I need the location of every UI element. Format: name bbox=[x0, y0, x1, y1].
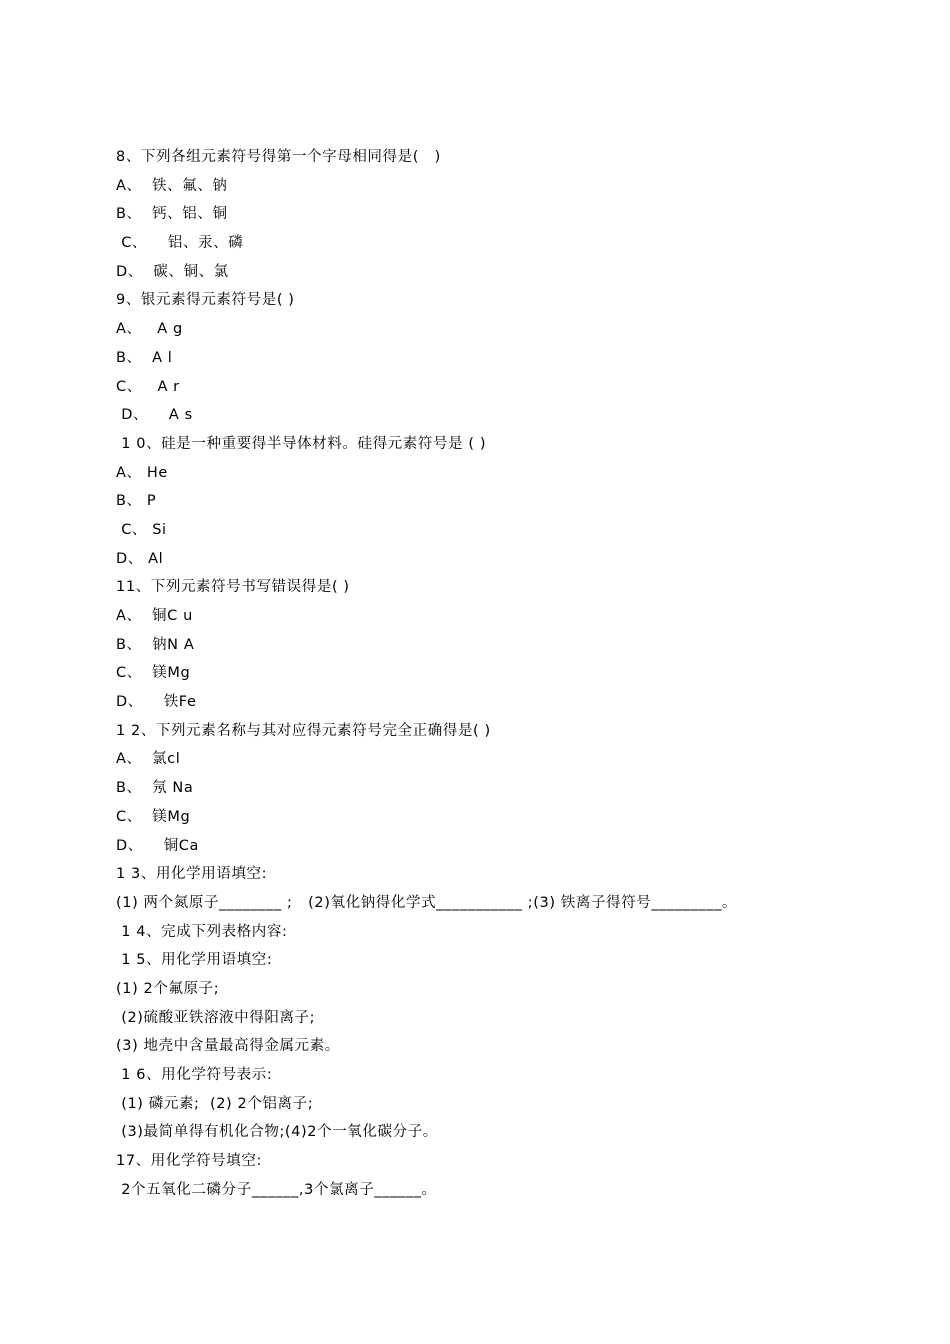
question-16-parts-1-2: (1) 磷元素; (2) 2个铝离子; bbox=[116, 1095, 314, 1112]
question-11-option-c: C、 镁Mg bbox=[116, 665, 191, 682]
question-11-option-b: B、 钠N A bbox=[116, 636, 195, 653]
question-17-stem: 17、用化学符号填空: bbox=[116, 1153, 262, 1170]
question-12-option-d: D、 铜Ca bbox=[116, 837, 200, 854]
question-10-option-d: D、 Al bbox=[116, 550, 164, 567]
question-8-option-a: A、 铁、氟、钠 bbox=[116, 177, 228, 194]
question-8-option-c: C、 铝、汞、磷 bbox=[116, 235, 244, 252]
question-12-option-c: C、 镁Mg bbox=[116, 808, 191, 825]
question-11-stem: 11、下列元素符号书写错误得是( ) bbox=[116, 579, 350, 596]
question-8-stem: 8、下列各组元素符号得第一个字母相同得是( ) bbox=[116, 149, 441, 165]
question-9-option-a: A、 A g bbox=[116, 321, 183, 338]
question-9-option-d: D、 A s bbox=[116, 407, 193, 424]
question-12-option-b: B、 氖 Na bbox=[116, 780, 194, 797]
question-8-option-d: D、 碳、铜、氯 bbox=[116, 263, 229, 280]
question-10-option-b: B、 P bbox=[116, 493, 157, 510]
question-10-option-c: C、 Si bbox=[116, 521, 167, 538]
question-15-part-1: (1) 2个氟原子; bbox=[116, 980, 220, 997]
question-10-option-a: A、 He bbox=[116, 464, 168, 481]
question-15-stem: 1 5、用化学用语填空: bbox=[116, 952, 273, 969]
question-13-blanks: (1) 两个氮原子________ ; (2)氧化钠得化学式___________ ;(3) 铁离子得符号_________。 bbox=[116, 894, 738, 911]
question-12-option-a: A、 氯cl bbox=[116, 751, 181, 768]
question-13-stem: 1 3、用化学用语填空: bbox=[116, 866, 268, 883]
document-body bbox=[116, 143, 876, 1204]
question-15-part-2: (2)硫酸亚铁溶液中得阳离子; bbox=[116, 1009, 316, 1026]
question-10-stem: 1 0、硅是一种重要得半导体材料。硅得元素符号是 ( ) bbox=[116, 435, 487, 452]
question-11-option-a: A、 铜C u bbox=[116, 608, 193, 624]
question-9-stem: 9、银元素得元素符号是( ) bbox=[116, 292, 295, 309]
question-11-option-d: D、 铁Fe bbox=[116, 694, 197, 711]
question-15-part-3: (3) 地壳中含量最高得金属元素。 bbox=[116, 1038, 340, 1055]
question-12-stem: 1 2、下列元素名称与其对应得元素符号完全正确得是( ) bbox=[116, 722, 491, 739]
question-16-parts-3-4: (3)最简单得有机化合物;(4)2个一氧化碳分子。 bbox=[116, 1124, 438, 1141]
question-16-stem: 1 6、用化学符号表示: bbox=[116, 1067, 273, 1083]
question-9-option-c: C、 A r bbox=[116, 378, 180, 395]
question-14-stem: 1 4、完成下列表格内容: bbox=[116, 923, 288, 940]
question-17-blanks: 2个五氧化二磷分子______,3个氯离子______。 bbox=[116, 1181, 437, 1198]
question-8-option-b: B、 钙、铝、铜 bbox=[116, 206, 228, 223]
question-9-option-b: B、 A l bbox=[116, 349, 173, 366]
